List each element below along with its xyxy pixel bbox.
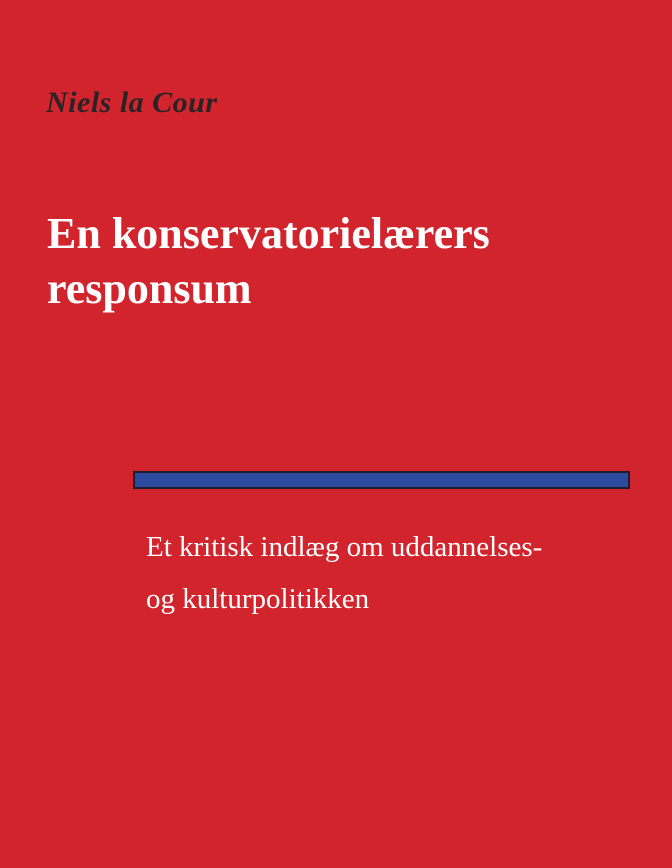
subtitle-line-2: og kulturpolitikken: [146, 583, 370, 615]
subtitle-line-1: Et kritisk indlæg om uddannelses-: [146, 531, 543, 563]
book-subtitle: [146, 521, 542, 625]
book-title: En konservatorielærers responsum: [47, 209, 490, 313]
divider-bar: [133, 471, 630, 489]
author-name: Niels la Cour: [46, 86, 218, 119]
